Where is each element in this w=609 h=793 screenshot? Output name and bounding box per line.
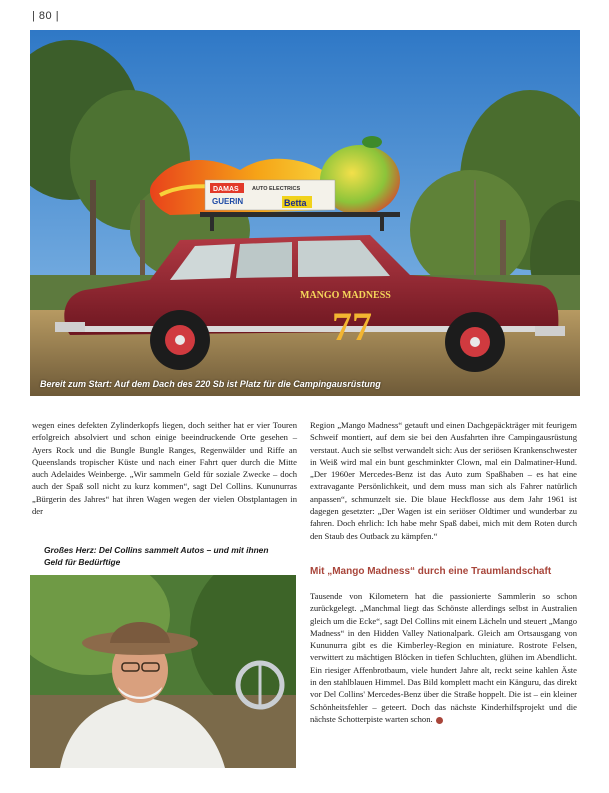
roof-sign-2: GUERIN [212,197,244,206]
right-column [310,419,577,542]
hero-caption: Bereit zum Start: Auf dem Dach des 220 Sb ist Platz für die Campingausrüstung [40,379,381,389]
section-subhead: Mit „Mango Madness“ durch eine Traumlandschaft [310,566,552,577]
page-number: | 80 | [32,10,60,22]
right-column-text: Region „Mango Madness“ getauft und einen Dachgepäckträger mit feurigem Schweif montiert, auf dem sie bei den Ausfahrten ihre Campingausrüstung verstaut. Auch sie selbst verwandelt sich: Aus der seriösen Krankenschwester in Weiß wird mal ein bunt geschminkter Clown, mal ein Dalmatiner-Hund. „Der 1960er Mercedes-Benz ist das Auto zum Spaßhaben – es hat eine extravagante Persönlichkeit, und dem muss man sich als Fahrer natürlich anpassen“, schmunzelt sie. Die blaue Heckflosse aus dem Jahr 1961 ist dagegen gesetzter: „Der Wagen ist ein seriöser Oldtimer und wunderbar zu fahren. Doch ehrlich: Ich habe mehr Spaß dabei, mich mit dem Roten durch den Staub des Outback zu kämpfen.“ [310,420,577,541]
right-column-lower-text: Tausende von Kilometern hat die passionierte Sammlerin so schon zurückgelegt. „Manchmal liegt das Schönste allerdings selbst in Australien gleich um die Ecke“, sagt Del Collins mit einem Lächeln und steuert „Mango Madness“ in den Hidden Valley Nationalpark. Gleich am Ortsausgang von Kununurra gibt es die Kimberley-Region en miniature. Rostrote Felsen, verwittert zu mächtigen Blöcken in tiefen Schluchten, glühen im Abendlicht. Ein riesiger Affenbrotbaum, viele hundert Jahre alt, reckt seine kahlen Äste in den stahlblauen Himmel. Das Bild komplett macht ein Känguru, das direkt vor Del Collins' Mercedes-Benz über die Straße hoppelt. Die ist – ein kleiner Schönheitsfehler – geteert. Doch das nächste Kinderhilfsprojekt und die nächste Schotterpiste warten schon. [310,591,577,724]
right-column-lower [310,590,577,725]
roof-sign-3: Betta [284,198,307,208]
hero-photo [30,30,580,396]
car-number: 77 [332,304,372,349]
portrait-photo [30,575,296,768]
car-door-text: MANGO MADNESS [300,290,391,301]
left-column [32,419,297,517]
left-column-text: wegen eines defekten Zylinderkopfs liegen, doch seither hat er vier Touren erfolgreich absolviert und schon einige beeindruckende Orte gesehen – Ayers Rock und die Bungle Bungle Ranges, Regenwälder und Riffe an Queenslands tropischer Küste und nach einer Fahrt quer durch die Mitte auch Adelaides Weinberge. „Wir sammeln Geld für soziale Zwecke – doch auch der Spaß soll nicht zu kurz kommen“, sagt Del Collins. Kununurras „Bürgerin des Jahres“ hat ihren Wagen wegen der vielen Obstplantagen in der [32,420,297,517]
roof-sign-1: DAMAS [213,186,239,193]
end-mark-icon [436,717,443,724]
portrait-caption: Großes Herz: Del Collins sammelt Autos – und mit ihnen Geld für Bedürftige [44,545,269,567]
roof-sign-4: AUTO ELECTRICS [252,186,301,192]
